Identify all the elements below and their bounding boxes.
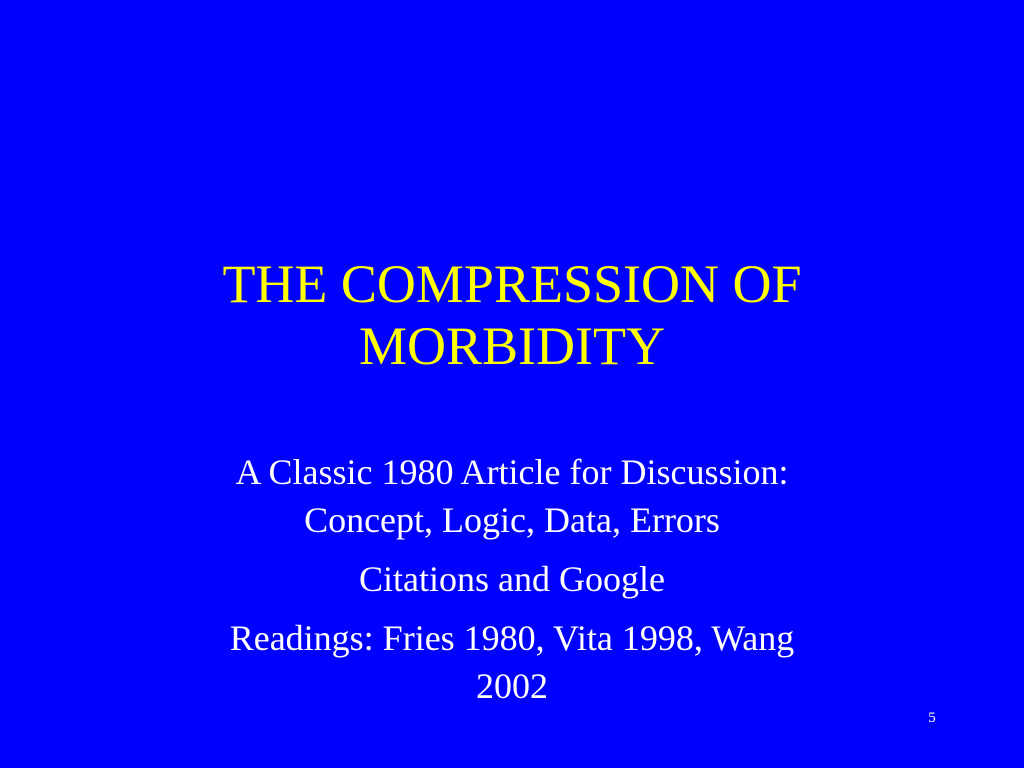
- page-number: 5: [928, 710, 936, 726]
- subtitle-list: [192, 448, 832, 721]
- slide-title: THE COMPRESSION OF MORBIDITY: [222, 254, 802, 376]
- subtitle-item-article: A Classic 1980 Article for Discussion: Concept, Logic, Data, Errors: [235, 452, 789, 540]
- subtitle-item-citations: Citations and Google: [359, 559, 665, 599]
- subtitle-item-readings: Readings: Fries 1980, Vita 1998, Wang 2002: [229, 618, 795, 706]
